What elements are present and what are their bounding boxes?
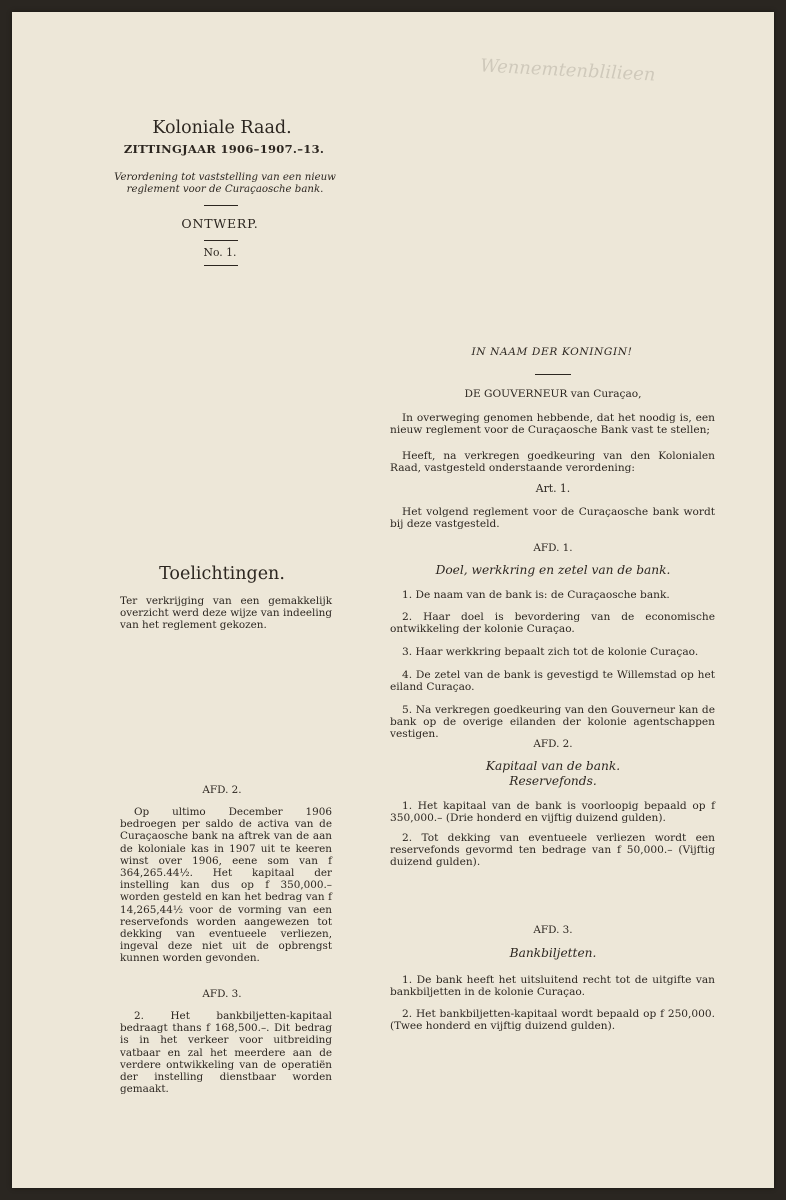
document-number: No. 1. (203, 246, 237, 259)
afd3-heading: AFD. 3. (533, 924, 573, 936)
handwritten-note: Wennemtenblilieen (479, 55, 656, 86)
afd2-heading: AFD. 2. (533, 738, 573, 750)
left-afd3-heading: AFD. 3. (202, 988, 242, 1000)
afd1-heading: AFD. 1. (533, 542, 573, 554)
afd1-item-1: 1. De naam van de bank is: de Curaçaosche bank. (402, 589, 670, 601)
art1-text: Het volgend reglement voor de Curaçaosche bank wordt bij deze vastgesteld. (390, 506, 715, 531)
afd1-item-3: 3. Haar werkkring bepaalt zich tot de kolonie Curaçao. (402, 646, 699, 658)
approval-paragraph: Heeft, na verkregen goedkeuring van den Kolonialen Raad, vastgesteld onderstaande verordening: (390, 450, 715, 475)
afd1-item-2: 2. Haar doel is bevordering van de economische ontwikkeling der kolonie Curaçao. (390, 611, 715, 636)
header-divider-3 (204, 265, 238, 266)
governor-line: DE GOUVERNEUR van Curaçao, (464, 388, 642, 400)
consideration-paragraph: In overweging genomen hebbende, dat het noodig is, een nieuw reglement voor de Curaçaosche Bank vast te stellen; (390, 412, 715, 437)
afd2-title-line-1: Kapitaal van de bank. (485, 759, 621, 773)
left-afd3-text: 2. Het bankbiljetten-kapitaal bedraagt thans f 168,500.–. Dit bedrag is in het verkeer voor uitbreiding vatbaar en zal het meerdere aan de verdere ontwikkeling van de operatiën der instelling dienstbaar worden gemaakt. (120, 1010, 332, 1096)
afd2-title-line-2: Reservefonds. (509, 774, 597, 788)
draft-label: ONTWERP. (181, 216, 259, 231)
invocation-divider (535, 374, 571, 375)
afd2-item-2: 2. Tot dekking van eventueele verliezen wordt een reservefonds gevormd ten bedrage van f 50,000.– (Vijftig duizend gulden). (390, 832, 715, 869)
header-divider-1 (204, 205, 238, 206)
subtitle-line-2: reglement voor de Curaçaosche bank. (126, 184, 324, 195)
left-afd2-text: Op ultimo December 1906 bedroegen per saldo de activa van de Curaçaosche bank na aftrek van de aan de koloniale kas in 1907 uit te keeren winst over 1906, eene som van f 364,265.44½. Het kapitaal der instelling kan dus op f 350,000.– worden gesteld en kan het bedrag van f 14,265,44½ voor de vorming van een reservefonds worden aangewezen tot dekking van eventueele verliezen, ingeval deze niet uit de opbrengst kunnen worden gevonden. (120, 806, 332, 965)
afd2-item-1: 1. Het kapitaal van de bank is voorloopig bepaald op f 350,000.– (Drie honderd en vijftig duizend gulden). (390, 800, 715, 825)
afd1-item-4: 4. De zetel van de bank is gevestigd te Willemstad op het eiland Curaçao. (390, 669, 715, 694)
council-title: Koloniale Raad. (152, 118, 292, 138)
session-line: ZITTINGJAAR 1906–1907.–13. (123, 142, 325, 156)
explanations-intro: Ter verkrijging van een gemakkelijk overzicht werd deze wijze van indeeling van het reglement gekozen. (120, 595, 332, 632)
invocation: IN NAAM DER KONINGIN! (471, 346, 633, 358)
afd3-item-1: 1. De bank heeft het uitsluitend recht tot de uitgifte van bankbiljetten in de kolonie Curaçao. (390, 974, 715, 999)
subtitle-line-1: Verordening tot vaststelling van een nieuw (114, 172, 336, 183)
afd1-title: Doel, werkkring en zetel van de bank. (435, 563, 671, 577)
art1-heading: Art. 1. (535, 482, 571, 495)
header-divider-2 (204, 240, 238, 241)
left-afd2-heading: AFD. 2. (202, 784, 242, 796)
afd1-item-5: 5. Na verkregen goedkeuring van den Gouverneur kan de bank op de overige eilanden der kolonie agentschappen vestigen. (390, 704, 715, 741)
afd3-item-2: 2. Het bankbiljetten-kapitaal wordt bepaald op f 250,000. (Twee honderd en vijftig duizend gulden). (390, 1008, 715, 1033)
afd3-title: Bankbiljetten. (509, 946, 597, 960)
document-page (12, 12, 774, 1188)
explanations-heading: Toelichtingen. (159, 564, 285, 584)
